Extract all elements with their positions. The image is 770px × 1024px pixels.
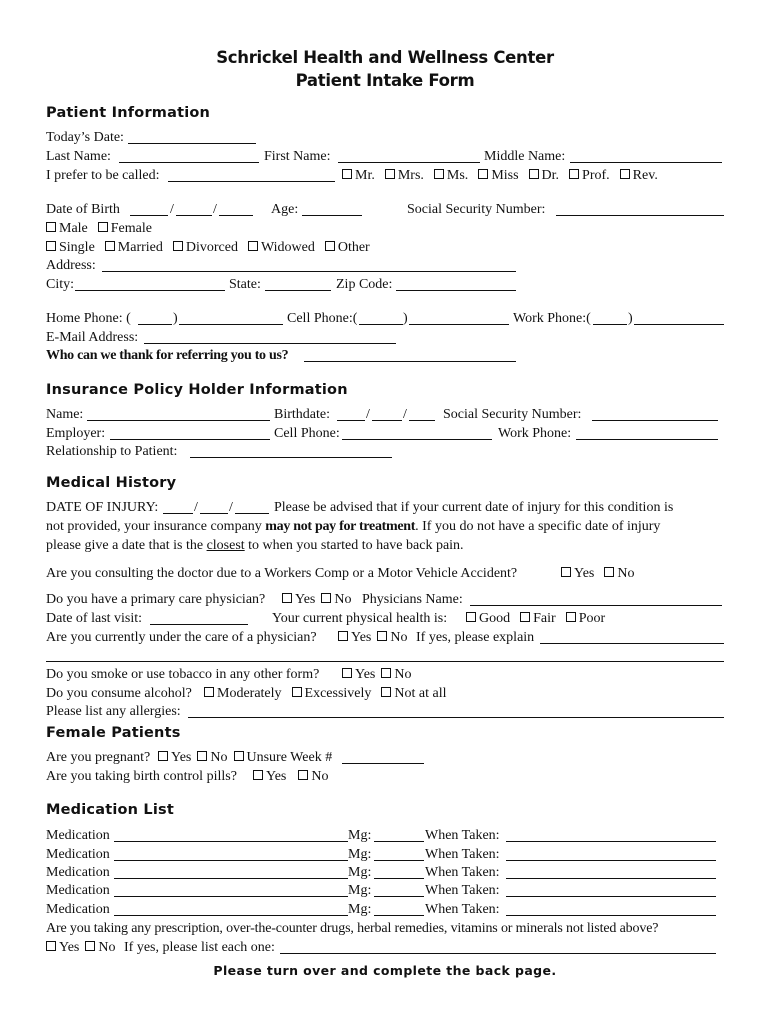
pregnant-row	[46, 749, 730, 767]
unsure-option[interactable]: Unsure Week #	[234, 750, 333, 765]
checkbox-icon	[520, 612, 530, 622]
checkbox-icon	[253, 770, 263, 780]
zip-label: Zip Code:	[336, 277, 393, 292]
injury-day-field[interactable]	[200, 499, 228, 514]
medication-label: Medication	[46, 847, 110, 862]
checkbox-icon	[434, 169, 444, 179]
yes-option[interactable]: Yes	[338, 630, 371, 645]
first-name-label: First Name:	[264, 149, 331, 164]
section-heading-medication-list: Medication List	[46, 802, 174, 818]
title-option[interactable]: Ms.	[434, 168, 468, 183]
home-phone-area-field[interactable]	[138, 310, 172, 325]
allergies-field[interactable]	[188, 703, 724, 718]
work-phone-area-field[interactable]	[593, 310, 627, 325]
yes-option[interactable]: Yes	[561, 566, 594, 581]
checkbox-icon	[46, 241, 56, 251]
marital-option[interactable]: Single	[46, 240, 95, 255]
section-heading-patient-information: Patient Information	[46, 105, 211, 121]
when-taken-field[interactable]	[506, 901, 716, 916]
address-label: Address:	[46, 258, 96, 273]
address-row	[46, 257, 730, 275]
ins-name-field[interactable]	[87, 406, 270, 421]
checkbox-icon	[292, 687, 302, 697]
health-option[interactable]: Good	[466, 611, 510, 626]
workers-comp-question: Are you consulting the doctor due to a Workers Comp or a Motor Vehicle Accident?	[46, 566, 518, 581]
medication-name-field[interactable]	[114, 882, 348, 897]
checkbox-icon	[381, 687, 391, 697]
age-label: Age:	[271, 202, 299, 217]
ins-employer-row	[46, 425, 730, 443]
sex-options	[46, 220, 162, 238]
mg-field[interactable]	[374, 827, 424, 842]
yes-option[interactable]: Yes	[282, 592, 315, 607]
health-label: Your current physical health is:	[272, 611, 448, 626]
ins-relationship-field[interactable]	[190, 443, 392, 458]
when-taken-field[interactable]	[506, 827, 716, 842]
mg-field[interactable]	[374, 901, 424, 916]
mg-label: Mg:	[348, 828, 372, 843]
alcohol-row	[46, 685, 730, 703]
first-name-field[interactable]	[338, 148, 480, 163]
home-phone-label: Home Phone: (	[46, 311, 131, 326]
dob-label: Date of Birth	[46, 202, 120, 217]
yes-option[interactable]: Yes	[253, 769, 286, 784]
ins-ssn-label: Social Security Number:	[443, 407, 582, 422]
checkbox-icon	[342, 169, 352, 179]
ins-employer-label: Employer:	[46, 426, 106, 441]
mg-field[interactable]	[374, 864, 424, 879]
pcp-row	[46, 591, 730, 609]
last-visit-label: Date of last visit:	[46, 611, 143, 626]
middle-name-label: Middle Name:	[484, 149, 566, 164]
ins-name-row: Name: Birthdate: / / Social Security Number:	[46, 406, 730, 424]
no-option[interactable]: No	[381, 667, 411, 682]
when-taken-field[interactable]	[506, 882, 716, 897]
mg-label: Mg:	[348, 847, 372, 862]
checkbox-icon	[325, 241, 335, 251]
no-option[interactable]: No	[604, 566, 634, 581]
when-taken-label: When Taken:	[425, 828, 500, 843]
title-option[interactable]: Mr.	[342, 168, 375, 183]
checkbox-icon	[204, 687, 214, 697]
sex-row	[46, 220, 730, 238]
todays-date-field[interactable]	[128, 129, 256, 144]
checkbox-icon	[282, 593, 292, 603]
explain-field[interactable]	[540, 629, 724, 644]
alcohol-question: Do you consume alcohol?	[46, 686, 192, 701]
yes-option[interactable]: Yes	[46, 940, 79, 955]
marital-options	[46, 239, 380, 257]
medication-name-field[interactable]	[114, 864, 348, 879]
yes-option[interactable]: Yes	[342, 667, 375, 682]
injury-year-field[interactable]	[235, 499, 269, 514]
checkbox-icon	[158, 751, 168, 761]
yes-option[interactable]: Yes	[158, 750, 191, 765]
mg-label: Mg:	[348, 883, 372, 898]
medication-name-field[interactable]	[114, 846, 348, 861]
checkbox-icon	[478, 169, 488, 179]
physicians-name-label: Physicians Name:	[362, 592, 463, 607]
when-taken-label: When Taken:	[425, 847, 500, 862]
checkbox-icon	[298, 770, 308, 780]
zip-field[interactable]	[396, 276, 516, 291]
injury-notice-line1: Please be advised that if your current date of injury for this condition is	[274, 500, 674, 515]
marital-option[interactable]: Divorced	[173, 240, 238, 255]
footer-note: Please turn over and complete the back page.	[213, 963, 557, 978]
email-row	[46, 329, 730, 347]
referral-label: Who can we thank for referring you to us?	[46, 348, 289, 363]
section-heading-medical-history: Medical History	[46, 475, 177, 491]
email-label: E-Mail Address:	[46, 330, 139, 345]
dob-row: Date of Birth / / Age: Social Security Number:	[46, 201, 730, 219]
no-option[interactable]: No	[298, 769, 328, 784]
last-name-field[interactable]	[119, 148, 259, 163]
when-taken-label: When Taken:	[425, 865, 500, 880]
physicians-name-field[interactable]	[470, 591, 722, 606]
explain-field-continued[interactable]	[46, 647, 724, 662]
ins-employer-field[interactable]	[110, 425, 270, 440]
smoke-question: Do you smoke or use tobacco in any other form?	[46, 667, 320, 682]
ins-work-field[interactable]	[576, 425, 718, 440]
medication-label: Medication	[46, 828, 110, 843]
dob-day-field[interactable]	[176, 201, 212, 216]
injury-row: DATE OF INJURY: / / Please be advised that if your current date of injury for this condition is	[46, 500, 674, 515]
checkbox-icon	[620, 169, 630, 179]
medication-label: Medication	[46, 883, 110, 898]
checkbox-icon	[248, 241, 258, 251]
medication-row	[46, 901, 730, 919]
ins-ssn-field[interactable]	[592, 406, 718, 421]
dob-year-field[interactable]	[219, 201, 253, 216]
city-field[interactable]	[75, 276, 225, 291]
title-option[interactable]: Dr.	[529, 168, 560, 183]
under-care-row	[46, 629, 730, 647]
checkbox-icon	[234, 751, 244, 761]
injury-month-field[interactable]	[163, 499, 193, 514]
sex-option[interactable]: Male	[46, 221, 88, 236]
allergies-label: Please list any allergies:	[46, 704, 181, 719]
ins-birthdate-label: Birthdate:	[274, 407, 330, 422]
ins-birth-year-field[interactable]	[409, 406, 435, 421]
checkbox-icon	[561, 567, 571, 577]
ins-name-label: Name:	[46, 407, 84, 422]
injury-date-label: DATE OF INJURY:	[46, 500, 159, 515]
mg-field[interactable]	[374, 882, 424, 897]
name-row	[46, 148, 730, 166]
ins-cell-label: Cell Phone:	[274, 426, 340, 441]
when-taken-label: When Taken:	[425, 883, 500, 898]
health-option[interactable]: Poor	[566, 611, 605, 626]
ins-relationship-label: Relationship to Patient:	[46, 444, 178, 459]
title-option[interactable]: Prof.	[569, 168, 610, 183]
medication-row	[46, 864, 730, 882]
city-label: City:	[46, 277, 75, 292]
work-phone-label: Work Phone:(	[513, 311, 591, 326]
checkbox-icon	[46, 222, 56, 232]
last-name-label: Last Name:	[46, 149, 111, 164]
ssn-field[interactable]	[556, 201, 724, 216]
under-care-question: Are you currently under the care of a physician?	[46, 630, 317, 645]
medication-row	[46, 882, 730, 900]
marital-option[interactable]: Widowed	[248, 240, 315, 255]
pcp-question: Do you have a primary care physician?	[46, 592, 266, 607]
checkbox-icon	[85, 941, 95, 951]
ins-cell-field[interactable]	[342, 425, 492, 440]
alcohol-option[interactable]: Moderately	[204, 686, 282, 701]
age-field[interactable]	[302, 201, 362, 216]
state-field[interactable]	[265, 276, 331, 291]
checkbox-icon	[566, 612, 576, 622]
form-subtitle: Patient Intake Form	[295, 71, 475, 90]
section-heading-insurance: Insurance Policy Holder Information	[46, 382, 348, 398]
alcohol-option[interactable]: Not at all	[381, 686, 446, 701]
checkbox-icon	[604, 567, 614, 577]
no-option[interactable]: No	[321, 592, 351, 607]
form-title: Schrickel Health and Wellness Center	[216, 48, 554, 67]
pregnant-question: Are you pregnant?	[46, 750, 151, 765]
marital-row	[46, 239, 730, 257]
checkbox-icon	[46, 941, 56, 951]
sex-option[interactable]: Female	[98, 221, 152, 236]
checkbox-icon	[173, 241, 183, 251]
medication-label: Medication	[46, 865, 110, 880]
other-drugs-answer-row	[46, 939, 730, 957]
list-each-field[interactable]	[280, 939, 716, 954]
checkbox-icon	[338, 631, 348, 641]
mg-label: Mg:	[348, 865, 372, 880]
referral-field[interactable]	[304, 347, 516, 362]
explain-label: If yes, please explain	[416, 630, 535, 645]
ins-work-label: Work Phone:	[498, 426, 572, 441]
mg-field[interactable]	[374, 846, 424, 861]
medication-label: Medication	[46, 902, 110, 917]
warning-text: may not pay for treatment	[265, 519, 416, 534]
title-options	[342, 167, 668, 185]
middle-name-field[interactable]	[570, 148, 722, 163]
when-taken-field[interactable]	[506, 864, 716, 879]
work-phone-field[interactable]	[634, 310, 724, 325]
state-label: State:	[229, 277, 261, 292]
last-visit-field[interactable]	[150, 610, 248, 625]
todays-date-row	[46, 129, 730, 147]
checkbox-icon	[466, 612, 476, 622]
emphasis-text: closest	[206, 538, 245, 553]
explain-continuation-row	[46, 647, 730, 665]
prefer-called-field[interactable]	[168, 167, 335, 182]
city-row	[46, 276, 730, 294]
section-heading-female-patients: Female Patients	[46, 725, 181, 741]
ssn-label: Social Security Number:	[407, 202, 546, 217]
no-option[interactable]: No	[197, 750, 227, 765]
workers-comp-row	[46, 565, 730, 583]
address-field[interactable]	[102, 257, 516, 272]
marital-option[interactable]: Other	[325, 240, 370, 255]
list-each-label: If yes, please list each one:	[124, 940, 275, 955]
birth-control-question: Are you taking birth control pills?	[46, 769, 237, 784]
pregnancy-week-field[interactable]	[342, 749, 424, 764]
other-drugs-question: Are you taking any prescription, over-the-counter drugs, herbal remedies, vitamins or minerals not listed above?	[46, 921, 659, 936]
ins-birth-day-field[interactable]	[372, 406, 402, 421]
marital-option[interactable]: Married	[105, 240, 163, 255]
todays-date-label: Today’s Date:	[46, 130, 124, 145]
dob-month-field[interactable]	[130, 201, 168, 216]
alcohol-option[interactable]: Excessively	[292, 686, 372, 701]
when-taken-field[interactable]	[506, 846, 716, 861]
checkbox-icon	[529, 169, 539, 179]
cell-phone-area-field[interactable]	[359, 310, 403, 325]
no-option[interactable]: No	[85, 940, 115, 955]
medication-row	[46, 827, 730, 845]
mg-label: Mg:	[348, 902, 372, 917]
checkbox-icon	[569, 169, 579, 179]
checkbox-icon	[197, 751, 207, 761]
checkbox-icon	[381, 668, 391, 678]
ins-relationship-row	[46, 443, 730, 461]
smoke-row	[46, 666, 730, 684]
medication-name-field[interactable]	[114, 827, 348, 842]
health-option[interactable]: Fair	[520, 611, 556, 626]
checkbox-icon	[105, 241, 115, 251]
medication-row	[46, 846, 730, 864]
cell-phone-field[interactable]	[409, 310, 509, 325]
medication-name-field[interactable]	[114, 901, 348, 916]
injury-notice-line2: not provided, your insurance company may not pay for treatment. If you do not have a specific date of injury	[46, 519, 661, 534]
prefer-called-label: I prefer to be called:	[46, 168, 160, 183]
title-option[interactable]: Miss	[478, 168, 518, 183]
when-taken-label: When Taken:	[425, 902, 500, 917]
checkbox-icon	[377, 631, 387, 641]
title-option[interactable]: Rev.	[620, 168, 658, 183]
injury-notice-line3: please give a date that is the closest to when you started to have back pain.	[46, 538, 464, 553]
phones-row: Home Phone: ( ) Cell Phone:( ) Work Phone:( )	[46, 310, 730, 328]
email-field[interactable]	[144, 329, 396, 344]
checkbox-icon	[385, 169, 395, 179]
allergies-row	[46, 703, 730, 721]
last-visit-row	[46, 610, 730, 628]
birth-control-row	[46, 768, 730, 786]
checkbox-icon	[321, 593, 331, 603]
other-drugs-row	[46, 920, 730, 938]
referral-row	[46, 347, 730, 365]
prefer-called-row	[46, 167, 730, 185]
checkbox-icon	[342, 668, 352, 678]
checkbox-icon	[98, 222, 108, 232]
home-phone-field[interactable]	[179, 310, 283, 325]
title-option[interactable]: Mrs.	[385, 168, 424, 183]
no-option[interactable]: No	[377, 630, 407, 645]
ins-birth-month-field[interactable]	[337, 406, 365, 421]
cell-phone-label: Cell Phone:(	[287, 311, 358, 326]
